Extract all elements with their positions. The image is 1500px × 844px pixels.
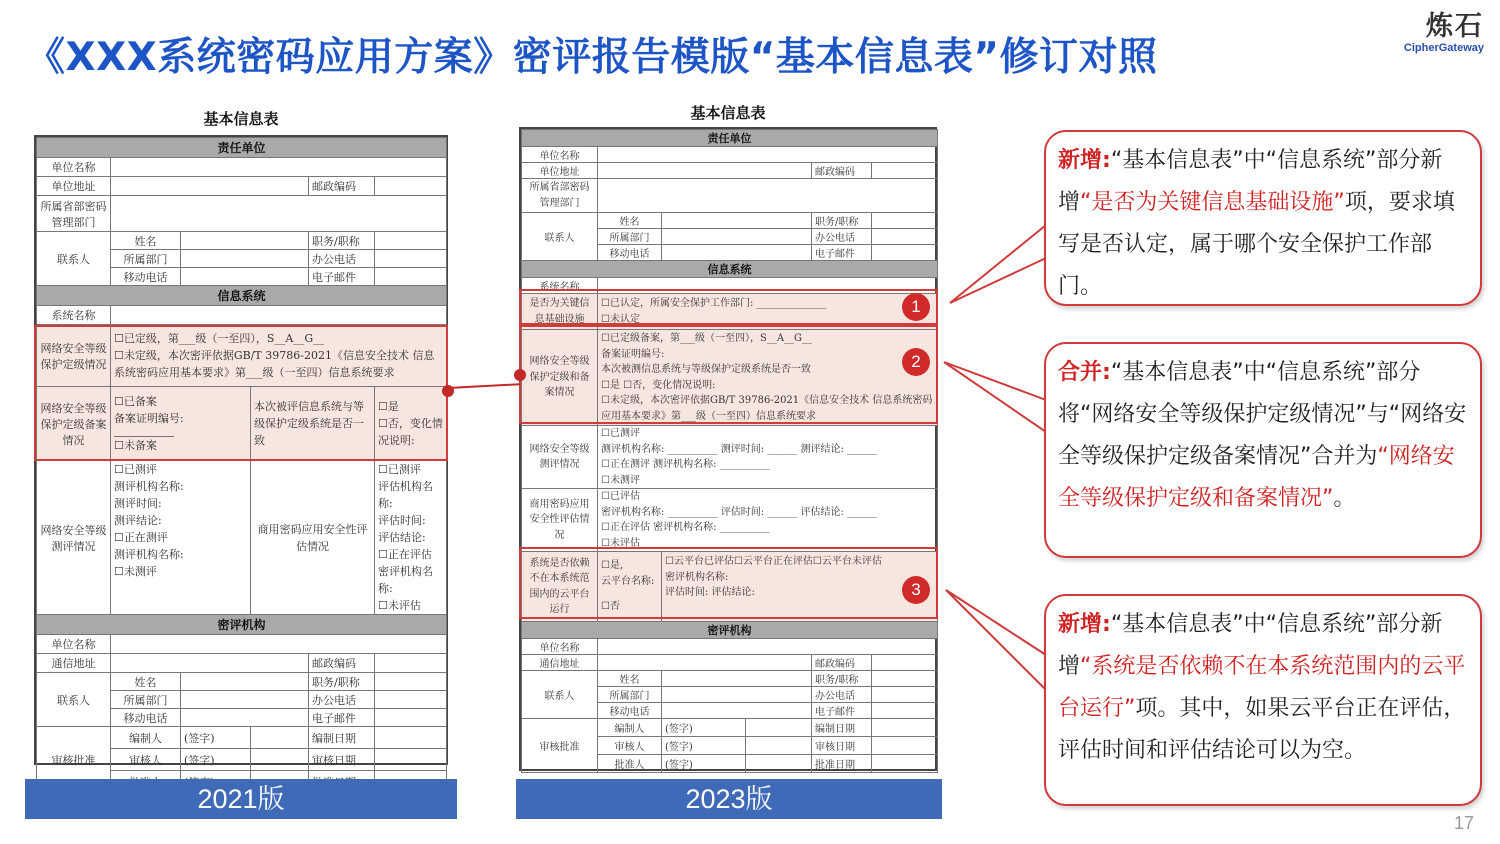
label-postal-code-2023: 邮政编码 <box>812 163 872 179</box>
label-mobile-2023: 移动电话 <box>598 245 662 261</box>
logo-cn: 炼石 <box>1426 11 1484 42</box>
callout-1-tag: 新增: <box>1058 148 1111 173</box>
label-email-2023-b: 电子邮件 <box>812 703 872 719</box>
label-dept-2023-b: 所属部门 <box>598 687 662 703</box>
ce-done: ☐已测评 <box>378 463 421 476</box>
section-org: 密评机构 <box>37 615 447 635</box>
ce-2023-line-2: 密评机构名称: __________ 评估时间: ______ 评估结论: ______ <box>601 506 878 518</box>
ce-none: ☐未评估 <box>378 599 421 613</box>
label-review-2023: 审核批准 <box>522 719 598 773</box>
label-unit-address: 单位地址 <box>37 177 111 196</box>
cell <box>746 755 812 773</box>
cell <box>111 177 309 196</box>
callout-2-text-after: 。 <box>1333 486 1356 511</box>
filing-opt-filed: ☐已备案 <box>114 394 157 408</box>
section-system-2023: 信息系统 <box>522 261 938 278</box>
label-crypto-eval: 商用密码应用安全性评估情况 <box>251 461 375 615</box>
cell <box>872 719 938 737</box>
callout-3-highlight: “系统是否依赖不在本系统范围内的云平台运行” <box>1058 654 1466 721</box>
sign-editor-2023: (签字) <box>662 719 746 737</box>
label-approver-2023: 批准人 <box>598 755 662 773</box>
eval-2023-line-4: ☐未测评 <box>601 474 640 486</box>
highlight-box-1 <box>519 289 938 325</box>
form-2023-table <box>521 129 938 773</box>
cloud-status: ☐云平台已评估☐云平台正在评估☐云平台未评估 <box>665 556 882 567</box>
cell <box>375 749 447 771</box>
label-org-name-2023: 单位名称 <box>522 639 598 655</box>
connector-dot-left <box>442 385 454 397</box>
callout-3-text-after: 项。其中，如果云平台正在评估，评估时间和评估结论可以为空。 <box>1058 696 1466 763</box>
label-dept: 所属部门 <box>111 250 181 268</box>
cell <box>181 232 309 250</box>
callout-2 <box>1044 342 1482 558</box>
cell <box>662 245 812 261</box>
cell <box>251 749 309 771</box>
filing-yes: ☐是 <box>378 399 399 413</box>
cloud-time-result: 评估时间: 评估结论: <box>665 587 755 598</box>
label-reviewer-2023: 审核人 <box>598 737 662 755</box>
eval-org-2: 测评机构名称: <box>114 548 184 562</box>
cell <box>872 655 938 671</box>
crypto-eval-content <box>375 461 447 615</box>
label-dept-2: 所属部门 <box>111 691 181 709</box>
cell <box>181 691 309 709</box>
cell <box>598 655 812 671</box>
cell <box>872 213 938 229</box>
ce-org: 评估机构名称: <box>378 480 433 511</box>
callout-3 <box>1044 594 1482 806</box>
cell <box>872 671 938 687</box>
cell <box>375 250 447 268</box>
label-office-phone: 办公电话 <box>309 250 375 268</box>
label-dept-crypto: 所属省部密码管理部门 <box>37 196 111 232</box>
cell <box>251 727 309 749</box>
cloud-no: ☐否 <box>601 601 620 612</box>
cell <box>872 163 938 179</box>
filing-cert: 备案证明编号: <box>114 411 184 425</box>
eval-content <box>111 461 251 615</box>
logo <box>1404 12 1484 54</box>
cell <box>872 245 938 261</box>
label-system-name: 系统名称 <box>37 306 111 325</box>
label-eval-2023: 网络安全等级测评情况 <box>522 426 598 489</box>
label-name-2023-b: 姓名 <box>598 671 662 687</box>
form-2023 <box>519 127 937 771</box>
badge-3: 3 <box>902 576 930 604</box>
label-mobile-2: 移动电话 <box>111 709 181 727</box>
ce-result: 评估结论: <box>378 531 426 545</box>
label-review: 审核批准 <box>37 727 111 793</box>
cell <box>375 177 447 196</box>
cell <box>872 737 938 755</box>
ce-2023-line-1: ☐已评估 <box>601 491 640 502</box>
cell <box>598 163 812 179</box>
cell <box>746 737 812 755</box>
filing-no: ☐否，变化情况说明: <box>378 416 443 448</box>
label-name: 姓名 <box>111 232 181 250</box>
label-cii: 是否为关键信息基础设施 <box>522 294 598 330</box>
cell <box>872 703 938 719</box>
label-review-date-2023: 审核日期 <box>812 737 872 755</box>
merged-line-1: ☐已定级备案，第___级（一至四），S__A__G__ <box>601 333 813 344</box>
eval-2023-line-3: ☐正在测评 测评机构名称: __________ <box>601 459 770 470</box>
eval-2023-line-2: 测评机构名称: __________ 测评时间: ______ 测评结论: ______ <box>601 443 878 455</box>
cell <box>375 673 447 691</box>
cell <box>746 719 812 737</box>
cell <box>872 755 938 773</box>
ce-2023-line-3: ☐正在评估 密评机构名称: __________ <box>601 522 770 533</box>
label-edit-date-2023: 编制日期 <box>812 719 872 737</box>
cell <box>181 268 309 286</box>
label-postal-code-2: 邮政编码 <box>309 654 375 673</box>
label-mobile-2023-b: 移动电话 <box>598 703 662 719</box>
cell <box>375 709 447 727</box>
ce-ongoing: ☐正在评估 <box>378 548 432 562</box>
cloud-yes: ☐是, <box>601 560 624 571</box>
label-approve-date-2023: 批准日期 <box>812 755 872 773</box>
label-dept-2023: 所属部门 <box>598 229 662 245</box>
label-office-phone-2023-b: 办公电话 <box>812 687 872 703</box>
merged-line-5: ☐未定级，本次密评依据GB/T 39786-2021《信息安全技术 信息系统密码应用基本要求》第___级（一至四）信息系统要求 <box>601 395 933 422</box>
label-editor-2023: 编制人 <box>598 719 662 737</box>
callout-2-highlight: “网络安全等级保护定级和备案情况” <box>1058 444 1455 511</box>
merged-line-4: ☐是 ☐否，变化情况说明: <box>601 379 716 391</box>
label-position-2023-b: 职务/职称 <box>812 671 872 687</box>
label-postal-code: 邮政编码 <box>309 177 375 196</box>
cell <box>662 703 812 719</box>
label-eval: 网络安全等级测评情况 <box>37 461 111 615</box>
eval-ongoing: ☐正在测评 <box>114 531 168 545</box>
form-2021-title: 基本信息表 <box>203 110 279 128</box>
cell <box>662 687 812 703</box>
label-contact-2: 联系人 <box>37 673 111 727</box>
cell <box>662 229 812 245</box>
sign-editor: (签字) <box>181 727 251 749</box>
cell <box>598 639 938 655</box>
section-org-2023: 密评机构 <box>522 622 938 639</box>
page-number: 17 <box>1453 813 1474 833</box>
label-editor: 编制人 <box>111 727 181 749</box>
eval-result: 测评结论: <box>114 514 162 528</box>
label-comm-address-2023: 通信地址 <box>522 655 598 671</box>
section-responsible: 责任单位 <box>37 138 447 158</box>
form-2023-title: 基本信息表 <box>690 104 766 122</box>
label-dept-crypto-2023: 所属省部密码管理部门 <box>522 179 598 213</box>
eval-none: ☐未测评 <box>114 565 157 579</box>
label-name-2023: 姓名 <box>598 213 662 229</box>
label-contact-2023: 联系人 <box>522 213 598 261</box>
grading-line-1: ☐已定级，第___级（一至四），S__A__G__ <box>114 331 325 345</box>
cell <box>181 673 309 691</box>
callout-2-tag: 合并: <box>1058 360 1111 385</box>
label-cloud: 系统是否依赖不在本系统范围内的云平台运行 <box>522 552 598 622</box>
cell <box>872 229 938 245</box>
callout-1 <box>1044 130 1482 306</box>
label-reviewer: 审核人 <box>111 749 181 771</box>
label-position: 职务/职称 <box>309 232 375 250</box>
label-review-date: 审核日期 <box>309 749 375 771</box>
cell <box>375 232 447 250</box>
label-merged-grading: 网络安全等级保护定级和备案情况 <box>522 330 598 426</box>
ce-time: 评估时间: <box>378 514 426 528</box>
label-filing: 网络安全等级保护定级备案情况 <box>37 387 111 461</box>
label-position-2023: 职务/职称 <box>812 213 872 229</box>
eval-content-2023 <box>598 426 938 489</box>
version-label-2021: 2021版 <box>25 779 457 819</box>
sign-reviewer: (签字) <box>181 749 251 771</box>
section-responsible-2023: 责任单位 <box>522 130 938 147</box>
label-office-phone-2: 办公电话 <box>309 691 375 709</box>
cell <box>375 268 447 286</box>
cell <box>111 158 447 177</box>
filing-opt-unfiled: ☐未备案 <box>114 439 157 453</box>
slide-title: 《XXX系统密码应用方案》密评报告模版“基本信息表”修订对照 <box>26 35 1158 80</box>
label-org-name: 单位名称 <box>37 635 111 654</box>
version-label-2023: 2023版 <box>516 779 942 819</box>
cloud-org: 密评机构名称: <box>665 571 729 583</box>
ce-org-2: 密评机构名称: <box>378 565 433 596</box>
cell <box>375 727 447 749</box>
sign-reviewer-2023: (签字) <box>662 737 746 755</box>
cell <box>111 635 447 654</box>
cell <box>375 691 447 709</box>
label-mobile: 移动电话 <box>111 268 181 286</box>
callout-1-highlight: “是否为关键信息基础设施” <box>1080 190 1345 215</box>
cell <box>181 709 309 727</box>
cell <box>598 179 938 213</box>
badge-2: 2 <box>902 348 930 376</box>
highlight-box-3 <box>519 547 938 619</box>
label-contact-2023-b: 联系人 <box>522 671 598 719</box>
label-postal-code-2023-b: 邮政编码 <box>812 655 872 671</box>
connector-dot-right <box>514 369 526 381</box>
sign-approver-2023: (签字) <box>662 755 746 773</box>
connector-line <box>448 383 520 389</box>
label-position-2: 职务/职称 <box>309 673 375 691</box>
cell <box>111 196 447 232</box>
label-email-2: 电子邮件 <box>309 709 375 727</box>
label-edit-date: 编制日期 <box>309 727 375 749</box>
cell <box>662 671 812 687</box>
label-unit-address-2023: 单位地址 <box>522 163 598 179</box>
merged-line-2: 备案证明编号: <box>601 348 665 360</box>
eval-2023-line-1: ☐已测评 <box>601 428 640 439</box>
cell <box>872 687 938 703</box>
label-unit-name-2023: 单位名称 <box>522 147 598 163</box>
cloud-name: 云平台名称: <box>601 575 655 587</box>
label-email-2023: 电子邮件 <box>812 245 872 261</box>
cell <box>181 250 309 268</box>
label-name-2: 姓名 <box>111 673 181 691</box>
cell <box>111 654 309 673</box>
cii-no: ☐未认定 <box>601 313 640 325</box>
callout-2-text-before: “基本信息表”中“信息系统”部分将“网络安全等级保护定级情况”与“网络安全等级保护定级备案情况”合并为 <box>1058 360 1467 469</box>
label-grading: 网络安全等级保护定级情况 <box>37 325 111 387</box>
label-comm-address: 通信地址 <box>37 654 111 673</box>
label-contact: 联系人 <box>37 232 111 286</box>
highlight-box-2 <box>519 325 938 424</box>
highlight-box-2021 <box>34 325 448 461</box>
eval-org: 测评机构名称: <box>114 480 184 494</box>
callout-1-text-before: “基本信息表”中“信息系统”部分新增 <box>1058 148 1443 215</box>
badge-1: 1 <box>902 293 930 321</box>
callout-1-text-after: 项，要求填写是否认定，属于哪个安全保护工作部门。 <box>1058 190 1455 299</box>
crypto-eval-content-2023 <box>598 489 938 552</box>
label-crypto-eval-2023: 商用密码应用安全性评估情况 <box>522 489 598 552</box>
grading-line-2: ☐未定级，本次密评依据GB/T 39786-2021《信息安全技术 信息系统密码应用基本要求》第___级（一至四）信息系统要求 <box>114 348 435 380</box>
callout-3-text-before: “基本信息表”中“信息系统”部分新增 <box>1058 612 1443 679</box>
label-system-name-2023: 系统名称 <box>522 278 598 294</box>
logo-en: CipherGateway <box>1403 42 1484 54</box>
cell <box>375 654 447 673</box>
ce-2023-line-4: ☐未评估 <box>601 537 640 549</box>
filing-question: 本次被评信息系统与等级保护定级系统是否一致 <box>251 387 375 461</box>
eval-time: 测评时间: <box>114 497 162 511</box>
cell <box>662 213 812 229</box>
cell <box>111 306 447 325</box>
cii-yes: ☐已认定，所属安全保护工作部门: ______________ <box>601 298 827 309</box>
label-office-phone-2023: 办公电话 <box>812 229 872 245</box>
form-2021-table <box>36 137 447 793</box>
eval-done: ☐已测评 <box>114 463 157 476</box>
callout-3-tag: 新增: <box>1058 612 1111 637</box>
merged-line-3: 本次被测信息系统与等级保护定级系统是否一致 <box>601 364 811 375</box>
section-system: 信息系统 <box>37 286 447 306</box>
label-unit-name: 单位名称 <box>37 158 111 177</box>
cell <box>598 147 938 163</box>
label-email: 电子邮件 <box>309 268 375 286</box>
